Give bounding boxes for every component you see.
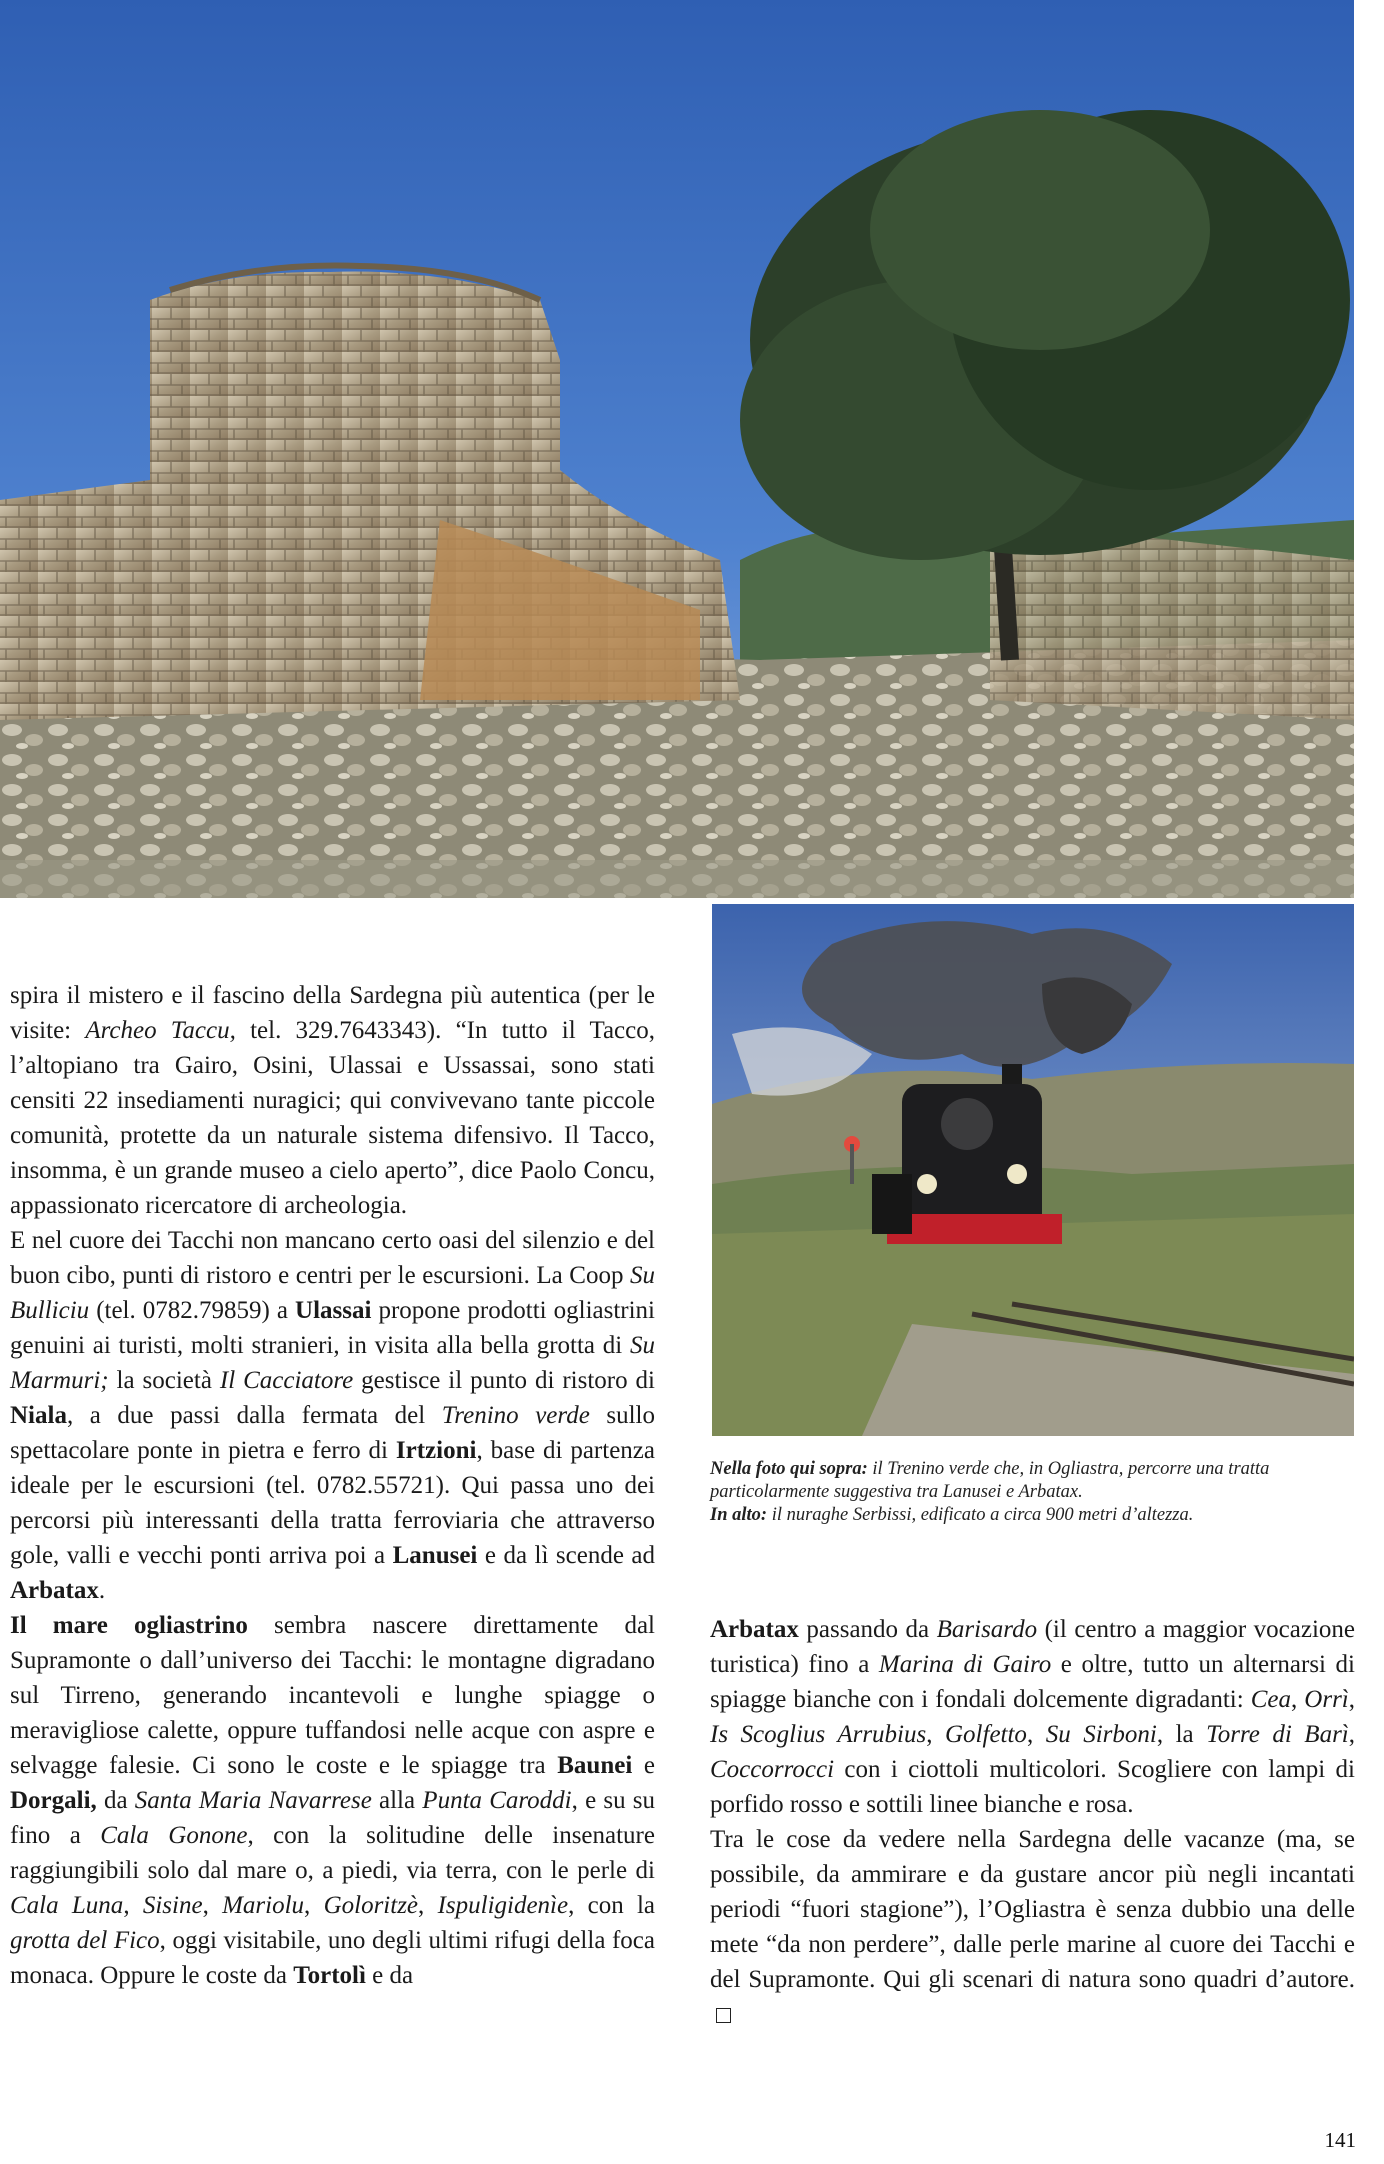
text-run: Coccorrocci — [710, 1756, 835, 1783]
text-run: e — [632, 1752, 655, 1779]
text-run: Mariolu — [222, 1892, 305, 1919]
text-run: , a due passi dalla fermata del — [66, 1402, 442, 1429]
text-run: Santa Maria Navarrese — [134, 1787, 372, 1814]
text-run: passando da — [798, 1616, 937, 1643]
text-run: , — [926, 1721, 945, 1748]
text-run: Punta Caroddi — [422, 1787, 572, 1814]
text-run: Ulassai — [295, 1297, 372, 1324]
text-run: Trenino verde — [441, 1402, 590, 1429]
text-run: , — [202, 1892, 223, 1919]
text-run: da — [96, 1787, 135, 1814]
text-run: tel. 329.7643343). “In tutto il Tacco, l’altopiano tra Gairo, Osini, Ulassai e Ussassai, sono stati censiti 22 insediamenti nuragici; qui convivevano tante piccole comunità, protette da un naturale sistema difensivo. Il Tacco, insomma, è un grande museo a cielo aperto”, dice Paolo Concu, appassionato ricercatore di archeologia. — [10, 1017, 656, 1219]
text-run: , — [1348, 1686, 1356, 1713]
page-number: 141 — [1324, 2128, 1356, 2152]
paragraph — [710, 1612, 1355, 1822]
text-run: , con la solitudine delle insenature raggiungibili solo dal mare o, a piedi, via terra, con le perle di — [10, 1822, 655, 1884]
text-run: Arbatax — [10, 1577, 99, 1604]
text-run: , — [304, 1892, 324, 1919]
steam-train-illustration — [712, 904, 1354, 1436]
text-run: propone prodotti ogliastrini genuini ai turisti, molti stranieri, in visita alla bella grotta di — [10, 1297, 656, 1359]
text-run: grotta del Fico — [10, 1927, 160, 1954]
article-column-right — [710, 1612, 1355, 2032]
text-run: con i ciottoli multicolori. Scogliere con lampi di porfido rosso e sottili linee bianche e rosa. — [710, 1756, 1355, 1818]
hero-photo-nuraghe — [0, 0, 1354, 898]
text-run: Su Marmuri; — [10, 1332, 655, 1394]
text-run: , — [1026, 1721, 1046, 1748]
text-run: , — [1348, 1721, 1356, 1748]
text-run: Lanusei — [392, 1542, 478, 1569]
paragraph — [710, 1822, 1355, 2032]
text-run: , oggi visitabile, uno degli ultimi rifugi della foca monaca. Oppure le coste da — [10, 1927, 655, 1989]
text-run: Il mare ogliastrino — [10, 1612, 248, 1639]
text-run: Tortolì — [293, 1962, 366, 1989]
text-run: Orrì — [1304, 1686, 1349, 1713]
text-run: e da lì scende ad — [477, 1542, 655, 1569]
text-run: la società — [108, 1367, 220, 1394]
text-run: Niala — [10, 1402, 67, 1429]
text-run: Baunei — [557, 1752, 633, 1779]
nuraghe-illustration — [0, 0, 1354, 898]
text-run: Goloritzè — [323, 1892, 419, 1919]
text-run: Marina di Gairo — [878, 1651, 1052, 1678]
text-run: , — [1291, 1686, 1305, 1713]
text-run: sullo spettacolare ponte in pietra e ferro di — [10, 1402, 655, 1464]
caption-lead-train: Nella foto qui sopra: — [710, 1459, 868, 1479]
text-run: Torre di Barì — [1206, 1721, 1349, 1748]
caption-line-nuraghe — [710, 1504, 1355, 1527]
end-of-article-box-icon — [716, 2008, 731, 2023]
article-column-left — [10, 978, 655, 1993]
text-run: e da — [365, 1962, 414, 1989]
caption-line-train — [710, 1458, 1355, 1504]
caption-lead-nuraghe: In alto: — [710, 1505, 768, 1525]
paragraph — [10, 1608, 655, 1993]
text-run: , base di partenza ideale per le escursioni (tel. 0782.55721). Qui passa uno dei percorsi più interessanti della tratta ferroviaria che attraverso gole, valli e vecchi ponti arriva poi a — [10, 1437, 655, 1569]
paragraph — [10, 1223, 655, 1608]
text-run: Il Cacciatore — [219, 1367, 354, 1394]
text-run: sembra nascere direttamente dal Supramonte o dall’universo dei Tacchi: le montagne digradano sul Tirreno, generando incantevoli e lunghe spiagge o meravigliose calette, oppure tuffandosi nelle acque con aspre e selvagge falesie. Ci sono le coste e le spiagge tra — [10, 1612, 655, 1779]
text-run: Ispuligidenìe — [437, 1892, 569, 1919]
text-run: Barisardo — [936, 1616, 1038, 1643]
text-run: , — [418, 1892, 438, 1919]
text-run: Cea — [1250, 1686, 1291, 1713]
text-run: Tra le cose da vedere nella Sardegna delle vacanze (ma, se possibile, da ammirare e da gustare ancor più negli incantati periodi “fuori stagione”), l’Ogliastra è senza dubbio una delle mete “da non perdere”, dalle perle marine al cuore dei Tacchi e del Supramonte. Qui gli scenari di natura sono quadri d’autore. — [710, 1826, 1355, 1993]
text-run: (tel. 0782.79859) a — [89, 1297, 296, 1324]
text-run: , — [123, 1892, 143, 1919]
photo-trenino-verde — [712, 904, 1354, 1436]
text-run: , con la — [568, 1892, 656, 1919]
text-run: Arbatax — [710, 1616, 799, 1643]
text-run: gestisce il punto di ristoro di — [353, 1367, 656, 1394]
paragraph — [10, 978, 655, 1223]
text-run: Cala Gonone — [100, 1822, 248, 1849]
text-run: Su Bulliciu — [10, 1262, 655, 1324]
caption-text-train: il Trenino verde che, in Ogliastra, percorre una tratta particolarmente suggestiva tra Lanusei e Arbatax. — [710, 1459, 1270, 1502]
text-run: . — [98, 1577, 106, 1604]
text-run: Cala Luna — [10, 1892, 124, 1919]
text-run: alla — [371, 1787, 423, 1814]
text-run: , e su su fino a — [10, 1787, 655, 1849]
text-run: Su Sirboni — [1045, 1721, 1157, 1748]
text-run: e oltre, tutto un alternarsi di spiagge bianche con i fondali dolcemente digradanti: — [710, 1651, 1356, 1713]
text-run: (il centro a maggior vocazione turistica) fino a — [710, 1616, 1355, 1678]
text-run: Irtzioni — [395, 1437, 477, 1464]
text-run: , la — [1156, 1721, 1207, 1748]
text-run: Sisine — [142, 1892, 203, 1919]
caption-text-nuraghe: il nuraghe Serbissi, edificato a circa 900 metri d’altezza. — [767, 1505, 1194, 1525]
text-run: spira il mistero e il fascino della Sardegna più autentica (per le visite: — [10, 982, 655, 1044]
photo-caption — [710, 1458, 1355, 1527]
text-run: Dorgali, — [10, 1787, 97, 1814]
text-run: Golfetto — [945, 1721, 1027, 1748]
text-run: Archeo Taccu, — [85, 1017, 236, 1044]
text-run: Is Scoglius Arrubius — [710, 1721, 927, 1748]
text-run: E nel cuore dei Tacchi non mancano certo oasi del silenzio e del buon cibo, punti di ristoro e centri per le escursioni. La Coop — [10, 1227, 655, 1289]
